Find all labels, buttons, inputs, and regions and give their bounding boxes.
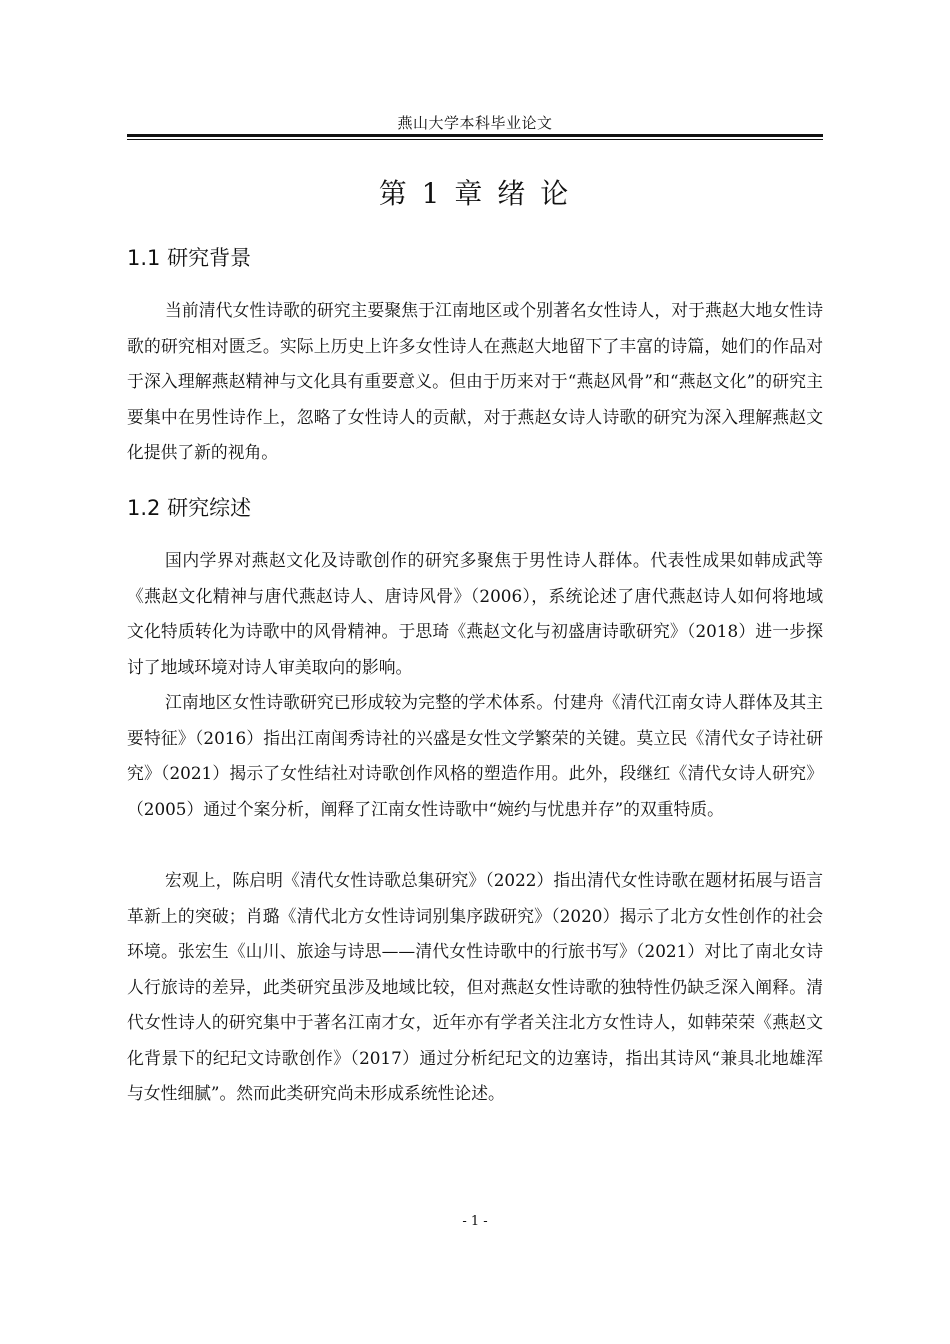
header-rule-thick xyxy=(127,134,823,137)
page-number: - 1 - xyxy=(462,1214,488,1229)
paragraph-review-3: 宏观上，陈启明《清代女性诗歌总集研究》（2022）指出清代女性诗歌在题材拓展与语言革新上的突破；肖璐《清代北方女性诗词别集序跋研究》（2020）揭示了北方女性创作的社会环境。张宏生《山川、旅途与诗思——清代女性诗歌中的行旅书写》（2021）对比了南北女诗人行旅诗的差异，此类研究虽涉及地域比较，但对燕赵女性诗歌的独特性仍缺乏深入阐释。清代女性诗人的研究集中于著名江南才女，近年亦有学者关注北方女性诗人，如韩荣荣《燕赵文化背景下的纪玘文诗歌创作》（2017）通过分析纪玘文的边塞诗，指出其诗风“兼具北地雄浑与女性细腻”。然而此类研究尚未形成系统性论述。 xyxy=(127,870,823,1103)
paragraph-review-1: 国内学界对燕赵文化及诗歌创作的研究多聚焦于男性诗人群体。代表性成果如韩成武等《燕赵文化精神与唐代燕赵诗人、唐诗风骨》（2006），系统论述了唐代燕赵诗人如何将地域文化特质转化为诗歌中的风骨精神。于思琦《燕赵文化与初盛唐诗歌研究》（2018）进一步探讨了地域环境对诗人审美取向的影响。 xyxy=(127,550,823,677)
paragraph-background: 当前清代女性诗歌的研究主要聚焦于江南地区或个别著名女性诗人，对于燕赵大地女性诗歌的研究相对匮乏。实际上历史上许多女性诗人在燕赵大地留下了丰富的诗篇，她们的作品对于深入理解燕赵精神与文化具有重要意义。但由于历来对于“燕赵风骨”和“燕赵文化”的研究主要集中在男性诗作上，忽略了女性诗人的贡献，对于燕赵女诗人诗歌的研究为深入理解燕赵文化提供了新的视角。 xyxy=(127,300,823,462)
paragraph-review-2: 江南地区女性诗歌研究已形成较为完整的学术体系。付建舟《清代江南女诗人群体及其主要特征》（2016）指出江南闺秀诗社的兴盛是女性文学繁荣的关键。莫立民《清代女子诗社研究》（2021）揭示了女性结社对诗歌创作风格的塑造作用。此外，段继红《清代女诗人研究》（2005）通过个案分析，阐释了江南女性诗歌中“婉约与忧患并存”的双重特质。 xyxy=(127,692,823,819)
section-heading-review: 1.2 研究综述 xyxy=(127,496,252,520)
header-rule-thin xyxy=(127,139,823,140)
chapter-title: 第 1 章 绪 论 xyxy=(378,177,572,210)
section-heading-background: 1.1 研究背景 xyxy=(127,246,252,270)
running-header: 燕山大学本科毕业论文 xyxy=(397,114,553,132)
